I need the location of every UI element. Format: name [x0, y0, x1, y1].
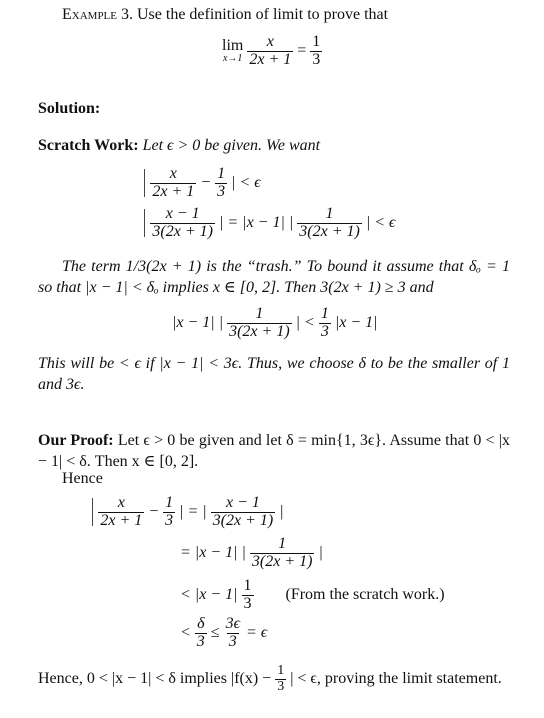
scratch-paragraph-2: This will be < ϵ if |x − 1| < 3ϵ. Thus, we choose δ to be the smaller of 1 and 3ϵ. [38, 355, 510, 393]
scratch-equation-3: |x − 1| | $\frac{1}{3(2x + 1)}$ | < $\frac{1}{3}$ |x − 1| [172, 305, 378, 340]
limit-display: lim x→1 $\frac{x}{2x + 1}$ = $\frac{1}{3}$ [222, 33, 321, 68]
proof-intro [38, 430, 510, 472]
scratch-heading: Scratch Work: [38, 137, 139, 154]
proof-hence: Hence [62, 470, 103, 487]
proof-line-3: < |x − 1| $\frac{1}{3}$ (From the scratch work.) [180, 577, 445, 612]
proof-line-1: | $\frac{x}{2x + 1}$ − $\frac{1}{3}$ | = | $\frac{x - 1}{3(2x + 1)}$ | [90, 494, 284, 529]
proof-conclusion: Hence, 0 < |x − 1| < δ implies |f(x) − $\frac{1}{3}$ | < ϵ, proving the limit statement. [38, 663, 502, 694]
proof-heading: Our Proof: [38, 432, 114, 449]
proof-intro-text: Let ϵ > 0 be given and let δ = min{1, 3ϵ}. Assume that 0 < |x − 1| < δ. Then x ∈ [0, 2]. [38, 432, 511, 470]
scratch-equation-2: | $\frac{x - 1}{3(2x + 1)}$ | = |x − 1| | $\frac{1}{3(2x + 1)}$ | < ϵ [142, 205, 396, 240]
proof-note: (From the scratch work.) [285, 585, 445, 603]
limit-fraction: $\frac{x}{2x + 1}$ [249, 33, 292, 68]
scratch-paragraph-1: The term 1/3(2x + 1) is the “trash.” To bound it assume that δₒ = 1 so that |x − 1| < δₒ implies x ∈ [0, 2]. Then 3(2x + 1) ≥ 3 and [38, 258, 510, 296]
scratch-equation-1: | $\frac{x}{2x + 1}$ − $\frac{1}{3}$ | < ϵ [142, 165, 261, 200]
scratch-intro-text: Let ϵ > 0 be given. We want [142, 137, 321, 154]
example-label: Example 3. [62, 6, 133, 23]
proof-line-2: = |x − 1| | $\frac{1}{3(2x + 1)}$ | [180, 535, 323, 570]
limit-value-fraction: $\frac{1}{3}$ [312, 33, 321, 68]
solution-heading: Solution: [38, 100, 101, 117]
proof-line-4: < $\frac{\delta}{3}$ ≤ $\frac{3\epsilon}{3}$ = ϵ [180, 615, 268, 650]
example-statement [62, 6, 388, 24]
example-text: Use the definition of limit to prove that [137, 6, 389, 23]
lim-word: lim [222, 37, 244, 55]
lim-subscript: x→1 [222, 53, 243, 65]
scratch-intro [38, 137, 320, 155]
